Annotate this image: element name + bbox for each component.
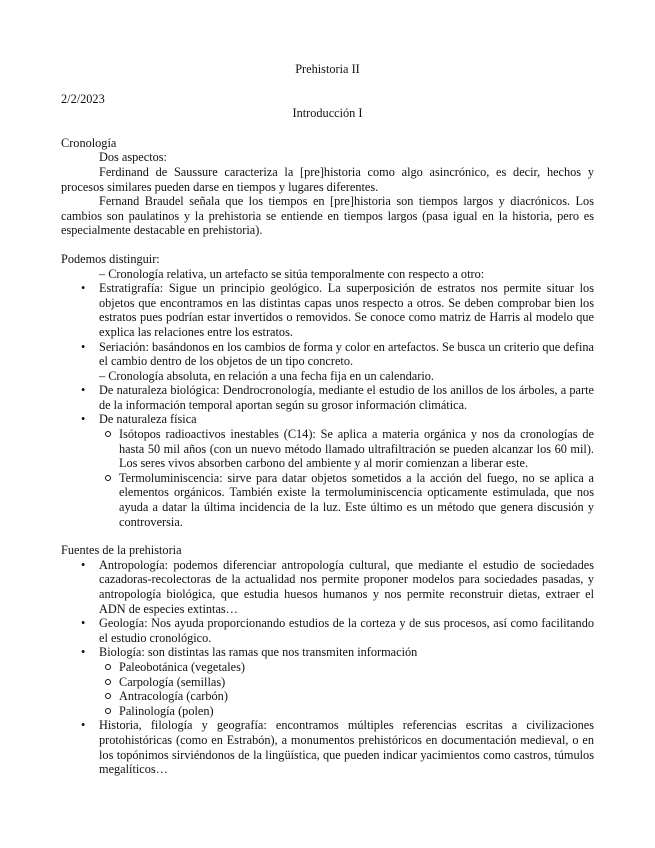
biologia-label: Biología: son distintas las ramas que nos transmiten información bbox=[99, 645, 418, 660]
list-item-seriacion: • Seriación: basándonos en los cambios de forma y color en artefactos. Se busca un criterio que defina el cambio dentro de los objetos de un tipo concreto. bbox=[61, 340, 594, 369]
sublist-item-termoluminiscencia: Termoluminiscencia: sirve para datar objetos sometidos a la acción del fuego, no se aplica a elementos orgánicos. También existe la termoluminiscencia opticamente estimulada, que nos ayuda a datar la última incidencia de la luz. Este último es un método que genera discusión y controversia. bbox=[99, 471, 594, 529]
relativa-list bbox=[61, 281, 594, 369]
fisica-sublist bbox=[99, 427, 594, 529]
absoluta-list bbox=[61, 383, 594, 529]
section-heading-cronologia: Cronología bbox=[61, 135, 117, 150]
paragraph-braudel: Fernand Braudel señala que los tiempos en [pre]historia son tiempos largos y diacrónicos. Los cambios son paulatinos y la prehistoria se entiende en tiempos largos (pasa igual en la historia, pero es especialmente destacable en prehistoria). bbox=[61, 194, 594, 238]
fisica-label: De naturaleza física bbox=[99, 412, 197, 427]
sublist-item-palinologia: Palinología (polen) bbox=[99, 704, 594, 719]
section-heading-distinguir: Podemos distinguir: bbox=[61, 251, 160, 266]
biologia-sublist bbox=[99, 660, 594, 718]
document-title: Prehistoria II bbox=[295, 62, 360, 76]
cronologia-absoluta-line: – Cronología absoluta, en relación a una fecha fija en un calendario. bbox=[99, 368, 434, 383]
list-item-estratigrafia: • Estratigrafía: Sigue un principio geológico. La superposición de estratos nos permite situar los objetos que encontramos en las distintas capas unos respecto a otros. Se deben comprobar bien los estratos pues podrían estar invertidos o removidos. Se conoce como matriz de Harris al modelo que explica las relaciones entre los estratos. bbox=[61, 281, 594, 339]
section-heading-fuentes: Fuentes de la prehistoria bbox=[61, 543, 182, 558]
document-page bbox=[61, 62, 594, 777]
list-item-biologia bbox=[61, 645, 594, 718]
sublist-item-isotopos: Isótopos radioactivos inestables (C14): Se aplica a materia orgánica y nos da cronologías de hasta 50 mil años (con un nuevo método llamado ultrafiltración se pueden alcanzar los 60 mil). Los seres vivos absorben carbono del ambiente y al morir comienzan a liberar este. bbox=[99, 427, 594, 471]
list-item-geologia: • Geología: Nos ayuda proporcionando estudios de la corteza y de sus procesos, así como facilitando el estudio cronológico. bbox=[61, 616, 594, 645]
list-item-biologica: • De naturaleza biológica: Dendrocronología, mediante el estudio de los anillos de los árboles, a parte de la información temporal aportan según su grosor información climática. bbox=[61, 383, 594, 412]
fuentes-list bbox=[61, 558, 594, 777]
sublist-item-antracologia: Antracología (carbón) bbox=[99, 689, 594, 704]
list-item-historia: • Historia, filología y geografía: encontramos múltiples referencias escritas a civilizaciones protohistóricas (como en Estrabón), a monumentos prehistóricos en documentación medieval, o en los topónimos sirviéndonos de la lingüística, que pueden indicar yacimientos como castros, túmulos megalíticos… bbox=[61, 718, 594, 776]
paragraph-saussure: Ferdinand de Saussure caracteriza la [pre]historia como algo asincrónico, es decir, hechos y procesos similares pueden darse en tiempos y lugares diferentes. bbox=[61, 164, 594, 194]
sublist-item-carpologia: Carpología (semillas) bbox=[99, 675, 594, 690]
sublist-item-paleobotanica: Paleobotánica (vegetales) bbox=[99, 660, 594, 675]
list-item-fisica bbox=[61, 412, 594, 529]
list-item-antropologia: • Antropología: podemos diferenciar antropología cultural, que mediante el estudio de sociedades cazadoras-recolectoras de la actualidad nos permite proponer modelos para sociedades pasadas, y antropología biológica, que estudia huesos humanos y nos permite reconstruir dietas, extraer el ADN de especies extintas… bbox=[61, 558, 594, 616]
document-date: 2/2/2023 bbox=[61, 91, 105, 106]
dos-aspectos-label: Dos aspectos: bbox=[99, 150, 167, 165]
cronologia-relativa-line: – Cronología relativa, un artefacto se sitúa temporalmente con respecto a otro: bbox=[99, 266, 485, 281]
document-subtitle: Introducción I bbox=[292, 106, 363, 121]
